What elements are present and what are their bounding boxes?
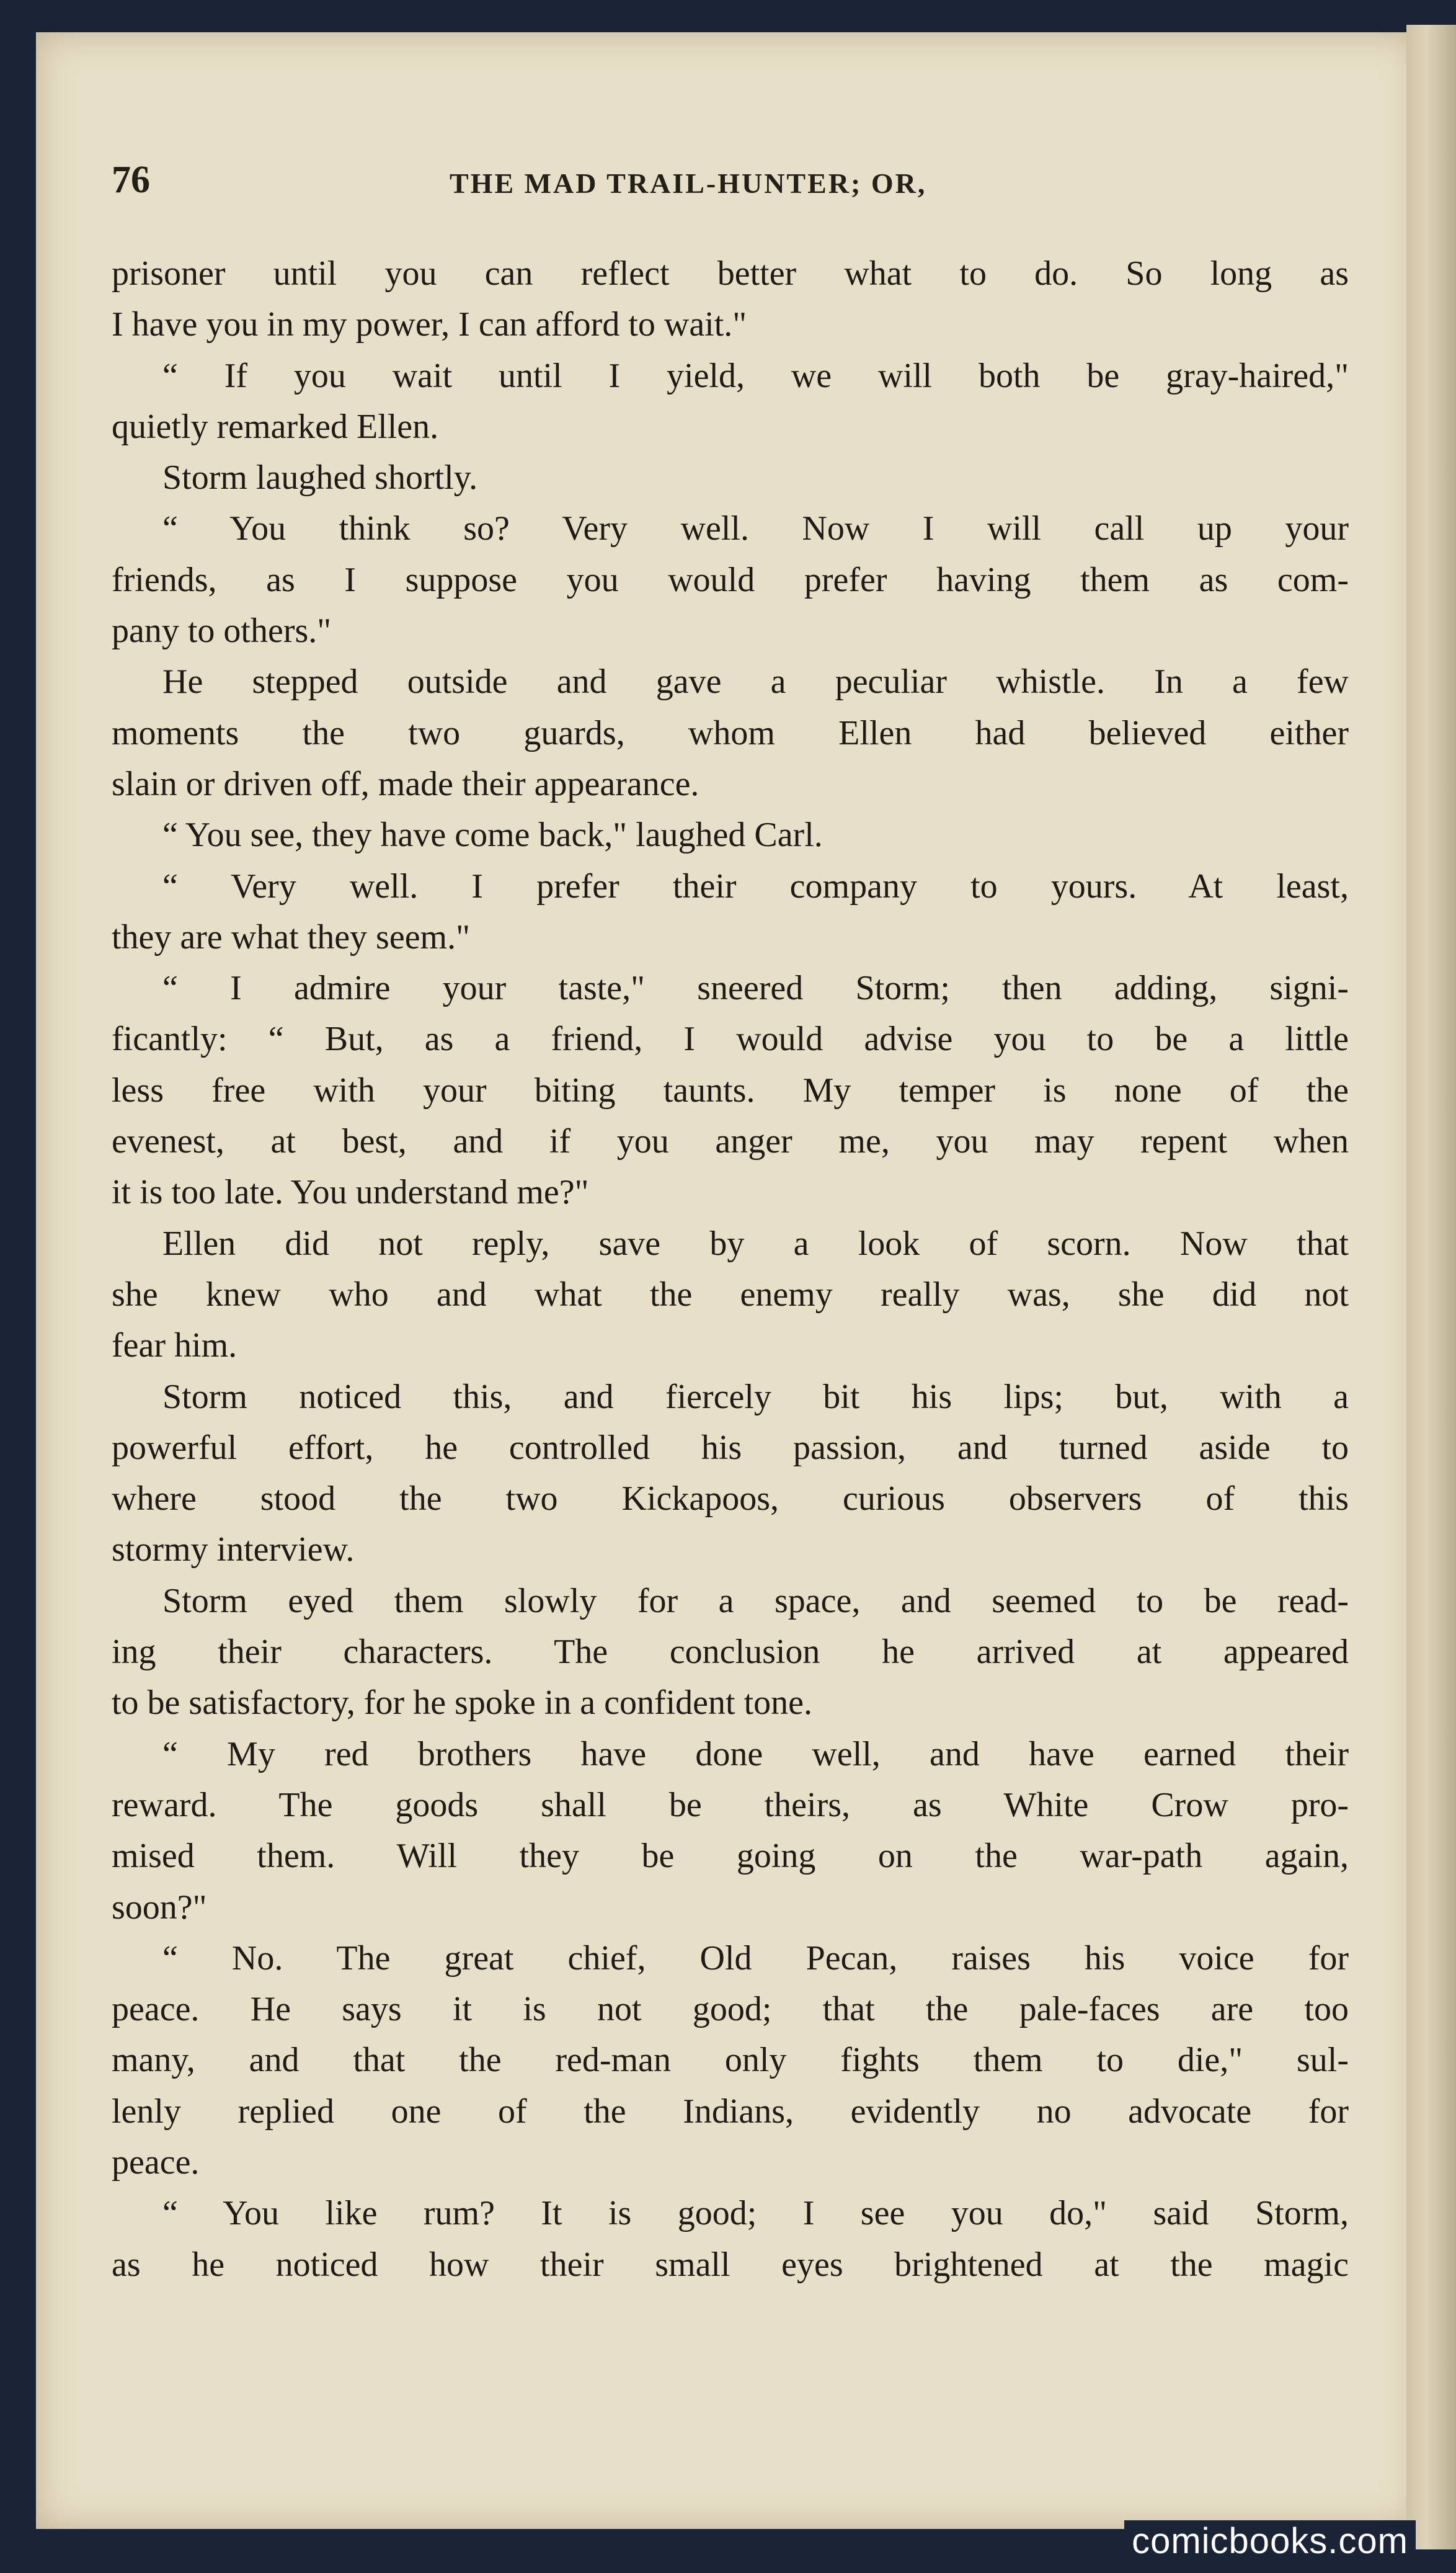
text-line: Storm laughed shortly. <box>162 458 478 497</box>
text-line: Storm noticed this, and fiercely bit his lips; but, with a <box>162 1377 1349 1416</box>
text-line: He stepped outside and gave a peculiar whistle. In a few <box>162 662 1349 702</box>
watermark: comicbooks.com <box>1124 2520 1416 2562</box>
text-line: “ No. The great chief, Old Pecan, raises his voice for <box>162 1938 1349 1978</box>
text-line: as he noticed how their small eyes brightened at the magic <box>112 2245 1349 2284</box>
text-line: stormy interview. <box>112 1530 355 1569</box>
text-line: “ You like rum? It is good; I see you do," said Storm, <box>162 2194 1349 2233</box>
text-line: it is too late. You understand me?" <box>112 1173 589 1212</box>
text-line: slain or driven off, made their appearance. <box>112 764 699 803</box>
text-line: powerful effort, he controlled his passion, and turned aside to <box>112 1428 1349 1467</box>
text-line: ficantly: “ But, as a friend, I would advise you to be a little <box>112 1020 1349 1059</box>
text-line: “ You think so? Very well. Now I will call up your <box>162 509 1349 548</box>
text-line: lenly replied one of the Indians, evidently no advocate for <box>112 2092 1349 2131</box>
text-line: moments the two guards, whom Ellen had believed either <box>112 713 1349 752</box>
text-line: “ Very well. I prefer their company to yours. At least, <box>162 867 1349 906</box>
page-number: 76 <box>112 159 150 201</box>
text-line: mised them. Will they be going on the war-path again, <box>112 1837 1349 1876</box>
text-line: fear him. <box>112 1326 237 1365</box>
text-line: reward. The goods shall be theirs, as White Crow pro- <box>112 1785 1349 1824</box>
text-line: soon?" <box>112 1888 207 1927</box>
text-line: “ My red brothers have done well, and have earned their <box>162 1734 1349 1773</box>
text-line: “ I admire your taste," sneered Storm; then adding, signi- <box>162 969 1349 1008</box>
running-title: THE MAD TRAIL-HUNTER; OR, <box>450 167 927 199</box>
text-line: ing their characters. The conclusion he arrived at appeared <box>112 1633 1349 1672</box>
text-line: “ If you wait until I yield, we will both be gray-haired," <box>162 356 1349 395</box>
text-line: she knew who and what the enemy really was, she did not <box>112 1275 1349 1314</box>
text-line: friends, as I suppose you would prefer having them as com- <box>112 560 1349 599</box>
text-line: where stood the two Kickapoos, curious observers of this <box>112 1479 1349 1518</box>
text-line: Ellen did not reply, save by a look of scorn. Now that <box>162 1224 1349 1263</box>
text-line: they are what they seem." <box>112 917 470 957</box>
text-line: less free with your biting taunts. My temper is none of the <box>112 1071 1349 1110</box>
text-line: evenest, at best, and if you anger me, you may repent when <box>112 1122 1349 1161</box>
text-line: prisoner until you can reflect better what to do. So long as <box>112 254 1349 293</box>
text-line: peace. He says it is not good; that the pale-faces are too <box>112 1990 1349 2029</box>
text-line: to be satisfactory, for he spoke in a confident tone. <box>112 1683 813 1723</box>
page-header <box>112 158 1339 214</box>
text-line: “ You see, they have come back," laughed Carl. <box>162 816 823 855</box>
text-line: Storm eyed them slowly for a space, and seemed to be read- <box>162 1581 1349 1620</box>
body-text <box>112 248 1349 2290</box>
text-line: pany to others." <box>112 612 332 651</box>
text-line: I have you in my power, I can afford to wait." <box>112 305 747 344</box>
text-line: peace. <box>112 2143 200 2182</box>
text-line: many, and that the red-man only fights them to die," sul- <box>112 2041 1349 2080</box>
text-line: quietly remarked Ellen. <box>112 407 439 446</box>
page-edge <box>1406 25 1456 2549</box>
